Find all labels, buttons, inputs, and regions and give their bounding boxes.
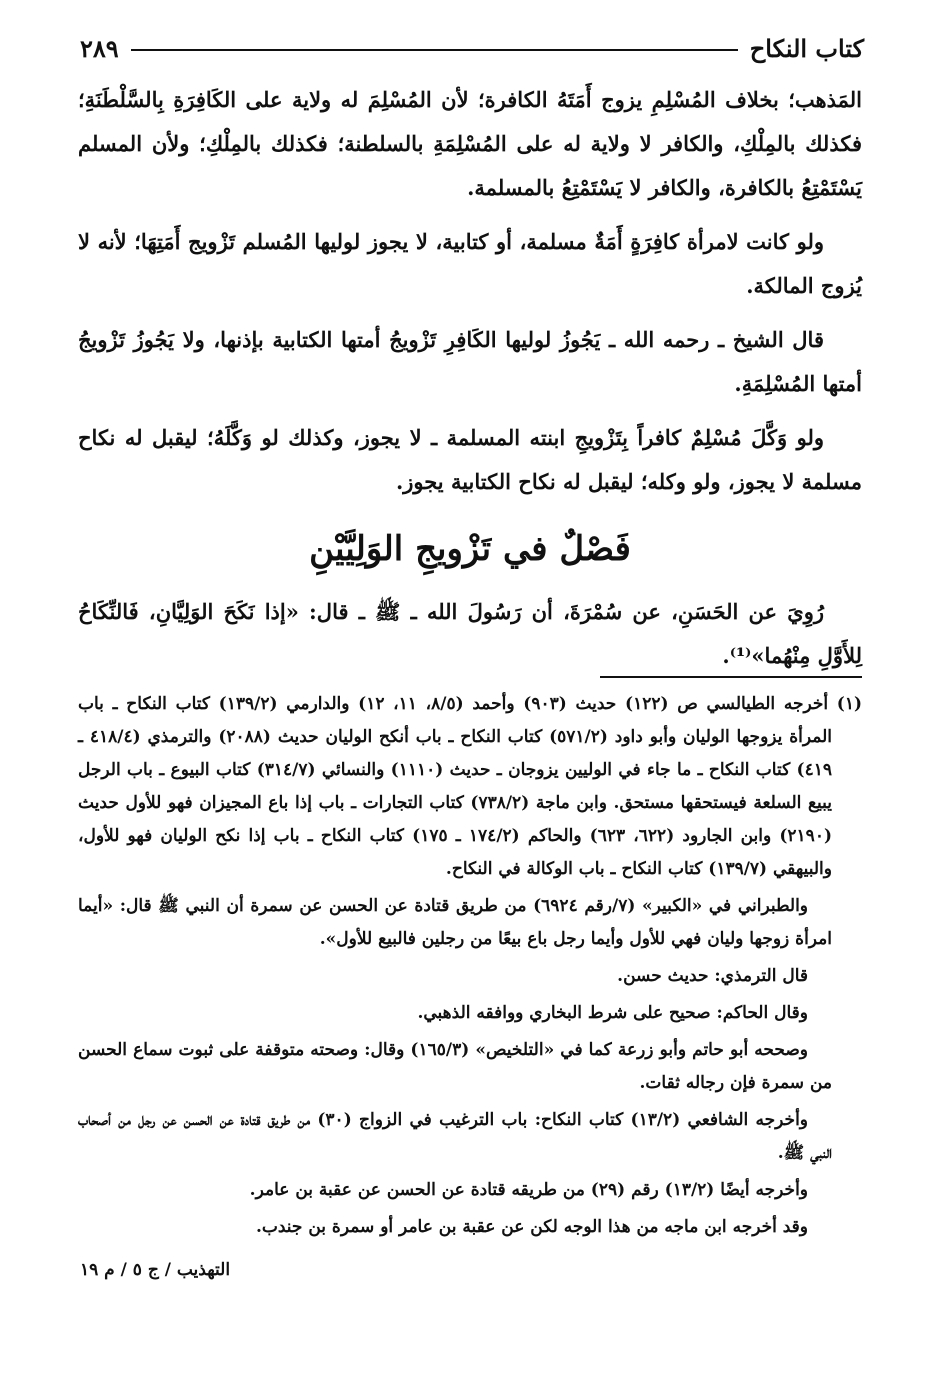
footnote: وأخرجه أيضًا (١٣/٢) رقم (٢٩) من طريقه قتادة عن الحسن عن عقبة بن عامر. (249, 1180, 808, 1200)
footnotes (78, 688, 862, 1248)
header-rule (131, 49, 738, 51)
section-heading: فَصْلٌ في تَزْويجِ الوَلِيَّيْنِ (309, 529, 631, 569)
chapter-title: كتاب النكاح (749, 33, 864, 63)
footnote: (١) أخرجه الطيالسي ص (١٢٢) حديث (٩٠٣) وأحمد (٨/٥، ١١، ١٢) والدارمي (١٣٩/٢) كتاب النكاح ـ باب المرأة يزوجها الوليان وأبو داود (٥٧١/٢) كتاب النكاح ـ باب أنكح الوليان حديث (٢٠٨٨) والترمذي (٤١٨/٤ ـ ٤١٩) كتاب النكاح ـ ما جاء في الوليين يزوجان ـ حديث (١١١٠) والنسائي (٣١٤/٧) كتاب البيوع ـ باب الرجل يبيع السلعة فيستحقها مستحق. وابن ماجة (٧٣٨/٢) كتاب التجارات ـ باب إذا باع المجيزان فهو للأول حديث (٢١٩٠) وابن الجارود (٦٢٢، ٦٢٣) والحاكم (١٧٤/٢ ـ ١٧٥) كتاب النكاح ـ باب إذا نكح الوليان فهو للأول، والبيهقي (١٣٩/٧) كتاب النكاح ـ باب الوكالة في النكاح. (78, 694, 863, 879)
footnote: والطبراني في «الكبير» (٧/رقم ٦٩٢٤) من طريق قتادة عن الحسن عن سمرة أن النبي ﷺ قال: «أيما امرأة زوجها وليان فهي للأول وأيما رجل باع بيعًا من رجلين فالبيع للأول». (78, 896, 832, 949)
paragraph: ولو كانت لامرأة كافِرَةٍ أَمَةٌ مسلمة، أو كتابية، لا يجوز لوليها المُسلم تَزْويج أَمَتِهَا؛ لأنه لا يُزوج المالكة. (78, 229, 862, 298)
footnote-rule (600, 676, 862, 678)
page-header (80, 28, 864, 68)
footnote: وصححه أبو حاتم وأبو زرعة كما في «التلخيص» (١٦٥/٣) وقال: وصحته متوقفة على ثبوت سماع الحسن من سمرة فإن رجاله ثقات. (78, 1040, 832, 1093)
paragraph: المَذهب؛ بخلاف المُسْلِمِ يزوج أَمَتَهُ الكافرة؛ لأن المُسْلِمَ له ولاية على الكَافِرَةِ بِالسَّلْطَنَةِ؛ فكذلك بالمِلْكِ، والكافر لا ولاية له على المُسْلِمَةِ بالسلطنة؛ فكذلك بالمِلْكِ؛ ولأن المسلم يَسْتَمْتِعُ بالكافرة، والكافر لا يَسْتَمْتِعُ بالمسلمة. (78, 87, 862, 200)
paragraph: ولو وَكَّلَ مُسْلِمٌ كافراً بِتَزْويجِ ابنته المسلمة ـ لا يجوز، وكذلك لو وَكَّلَهُ؛ ليقبل له نكاح مسلمة لا يجوز، ولو وكله؛ ليقبل له نكاح الكتابية يجوز. (78, 425, 862, 494)
footnote: قال الترمذي: حديث حسن. (617, 966, 808, 986)
footnote: وقال الحاكم: صحيح على شرط البخاري ووافقه الذهبي. (417, 1003, 808, 1023)
paragraph: قال الشيخ ـ رحمه الله ـ يَجُوزُ لوليها الكَافِرِ تَزْويجُ أمتها الكتابية بإذنها، ولا يَجُوزُ تَزْويجُ أمتها المُسْلِمَةِ. (78, 327, 862, 396)
page-number: ٢٨٩ (80, 33, 119, 63)
footnote: وأخرجه الشافعي (١٣/٢) كتاب النكاح: باب الترغيب في الزواج (٣٠) من طريق قتادة عن الحسن عن رجل من أصحاب النبي ﷺ. (78, 1110, 832, 1163)
footnote: وقد أخرجه ابن ماجه من هذا الوجه لكن عن عقبة بن عامر أو سمرة بن جندب. (255, 1217, 808, 1237)
main-text (78, 78, 862, 688)
hadith-paragraph: رُوِيَ عن الحَسَنِ، عن سُمْرَةَ، أن رَسُولَ الله ـ ﷺ ـ قال: «إذا نَكَحَ الوَلِيَّانِ، فَالنِّكَاحُ لِلأَوَّلِ مِنْهُما»⁽¹⁾. (78, 599, 862, 668)
printer-signature: التهذيب / ج ٥ / م ١٩ (80, 1260, 231, 1280)
